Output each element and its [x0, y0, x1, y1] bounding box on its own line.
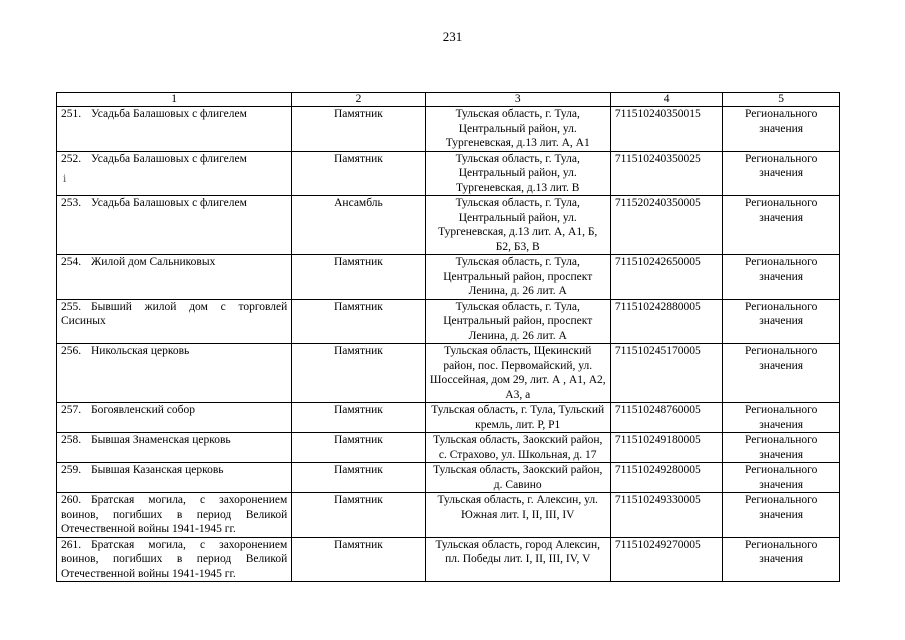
- object-name: Жилой дом Сальниковых: [91, 256, 216, 268]
- address-cell: Тульская область, г. Тула, Тульский кремль, лит. Р, Р1: [425, 403, 610, 433]
- address-cell: Тульская область, Заокский район, с. Страхово, ул. Школьная, д. 17: [425, 433, 610, 463]
- header-row: [57, 93, 840, 107]
- address-cell: Тульская область, г. Тула, Центральный район, проспект Ленина, д. 26 лит. А: [425, 299, 610, 344]
- object-type-cell: Памятник: [292, 107, 425, 152]
- row-number: 261.: [61, 538, 82, 551]
- significance-cell: Регионального значения: [723, 537, 840, 582]
- registry-code-cell: 711510240350025: [610, 151, 722, 196]
- column-header: 3: [425, 93, 610, 107]
- column-header: 5: [723, 93, 840, 107]
- table-row: [57, 463, 840, 493]
- significance-cell: Регионального значения: [723, 151, 840, 196]
- row-number: 257.: [61, 404, 82, 416]
- registry-code-cell: 711510249270005: [610, 537, 722, 582]
- object-name: Братская могила, с захоронением воинов, погибших в период Великой Отечественной войны 1941-1945 гг.: [61, 538, 288, 580]
- significance-cell: Регионального значения: [723, 107, 840, 152]
- table-row: [57, 344, 840, 403]
- address-cell: Тульская область, г. Тула, Центральный район, проспект Ленина, д. 26 лит. А: [425, 255, 610, 300]
- object-name-cell: [57, 299, 292, 344]
- object-name-cell: [57, 493, 292, 538]
- object-name-cell: [57, 107, 292, 152]
- object-type-cell: Ансамбль: [292, 196, 425, 255]
- object-name: Бывшая Казанская церковь: [91, 464, 224, 476]
- object-name: Бывший жилой дом с торговлей Сисиных: [61, 300, 288, 327]
- address-cell: Тульская область, г. Тула, Центральный район, ул. Тургеневская, д.13 лит. А, А1, Б, Б2, Б3, В: [425, 196, 610, 255]
- significance-cell: Регионального значения: [723, 493, 840, 538]
- row-number: 255.: [61, 300, 82, 313]
- table-row: [57, 433, 840, 463]
- table-row: [57, 107, 840, 152]
- row-number: 258.: [61, 434, 82, 446]
- object-type-cell: Памятник: [292, 151, 425, 196]
- object-name: Усадьба Балашовых с флигелем: [91, 108, 247, 120]
- significance-cell: Регионального значения: [723, 299, 840, 344]
- significance-cell: Регионального значения: [723, 463, 840, 493]
- heritage-registry-table: [56, 92, 840, 582]
- page-number: 231: [442, 29, 463, 44]
- registry-code-cell: 711510242650005: [610, 255, 722, 300]
- table-row: [57, 255, 840, 300]
- address-cell: Тульская область, г. Тула, Центральный район, ул. Тургеневская, д.13 лит. В: [425, 151, 610, 196]
- registry-code-cell: 711510249180005: [610, 433, 722, 463]
- object-type-cell: Памятник: [292, 403, 425, 433]
- object-name-cell: [57, 403, 292, 433]
- object-name-cell: [57, 463, 292, 493]
- column-header: 1: [57, 93, 292, 107]
- object-name: Богоявленский собор: [91, 404, 195, 416]
- object-type-cell: Памятник: [292, 433, 425, 463]
- object-name-cell: [57, 151, 292, 196]
- registry-code-cell: 711520240350005: [610, 196, 722, 255]
- object-name: Никольская церковь: [91, 345, 190, 357]
- object-name: Усадьба Балашовых с флигелем: [91, 197, 247, 209]
- row-number: 254.: [61, 256, 82, 268]
- object-type-cell: Памятник: [292, 493, 425, 538]
- significance-cell: Регионального значения: [723, 196, 840, 255]
- object-name-cell: [57, 433, 292, 463]
- object-name-cell: [57, 344, 292, 403]
- object-name-cell: [57, 255, 292, 300]
- object-name: Усадьба Балашовых с флигелем: [91, 152, 247, 165]
- table-row: [57, 196, 840, 255]
- registry-code-cell: 711510242880005: [610, 299, 722, 344]
- margin-mark: ⅰ: [63, 174, 67, 185]
- row-number: 252.: [61, 152, 82, 165]
- column-header: 2: [292, 93, 425, 107]
- registry-code-cell: 711510249280005: [610, 463, 722, 493]
- address-cell: Тульская область, г. Алексин, ул. Южная лит. I, II, III, IV: [425, 493, 610, 538]
- row-number: 259.: [61, 464, 82, 476]
- address-cell: Тульская область, город Алексин, пл. Победы лит. I, II, III, IV, V: [425, 537, 610, 582]
- registry-code-cell: 711510249330005: [610, 493, 722, 538]
- object-name-cell: [57, 196, 292, 255]
- row-number: 251.: [61, 108, 82, 120]
- address-cell: Тульская область, Заокский район, д. Савино: [425, 463, 610, 493]
- row-number: 256.: [61, 345, 82, 357]
- table-row: [57, 493, 840, 538]
- significance-cell: Регионального значения: [723, 255, 840, 300]
- address-cell: Тульская область, Щекинский район, пос. Первомайский, ул. Шоссейная, дом 29, лит. А , А1, А2, А3, а: [425, 344, 610, 403]
- registry-code-cell: 711510240350015: [610, 107, 722, 152]
- object-name-cell: [57, 537, 292, 582]
- registry-code-cell: 711510245170005: [610, 344, 722, 403]
- object-type-cell: Памятник: [292, 344, 425, 403]
- address-cell: Тульская область, г. Тула, Центральный район, ул. Тургеневская, д.13 лит. А, А1: [425, 107, 610, 152]
- significance-cell: Регионального значения: [723, 344, 840, 403]
- table-row: [57, 299, 840, 344]
- object-type-cell: Памятник: [292, 463, 425, 493]
- column-header: 4: [610, 93, 722, 107]
- object-type-cell: Памятник: [292, 299, 425, 344]
- row-number: 260.: [61, 494, 82, 506]
- registry-code-cell: 711510248760005: [610, 403, 722, 433]
- table-row: [57, 403, 840, 433]
- object-name: Бывшая Знаменская церковь: [91, 434, 231, 446]
- row-number: 253.: [61, 197, 82, 209]
- table-row: [57, 537, 840, 582]
- significance-cell: Регионального значения: [723, 403, 840, 433]
- object-type-cell: Памятник: [292, 255, 425, 300]
- table-row: [57, 151, 840, 196]
- object-name: Братская могила, с захоронением воинов, погибших в период Великой Отечественной войны 1941-1945 гг.: [61, 494, 288, 535]
- significance-cell: Регионального значения: [723, 433, 840, 463]
- object-type-cell: Памятник: [292, 537, 425, 582]
